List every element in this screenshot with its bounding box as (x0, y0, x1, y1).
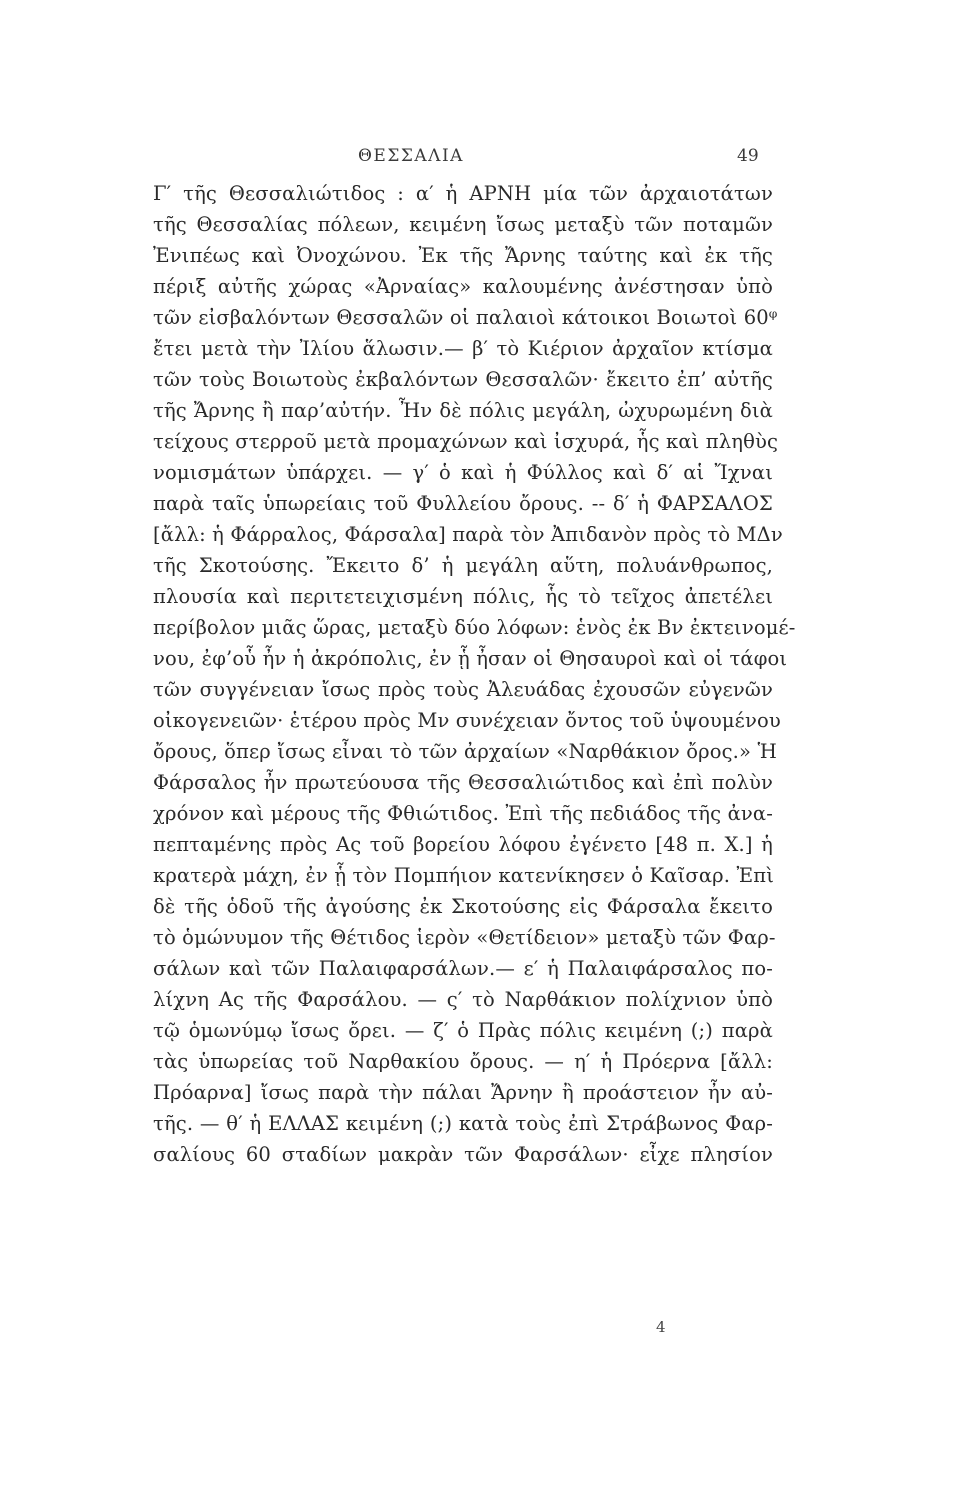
text-line: τῆς Ἄρνης ἢ παρ’αὐτήν. Ἦν δὲ πόλις μεγάλη, ὠχυρωμένη διὰ (153, 399, 773, 422)
text-line: Γ′ τῆς Θεσσαλιώτιδος : α′ ἡ ΑΡΝΗ μία τῶν ἀρχαιοτάτων (153, 182, 773, 205)
body-text (153, 178, 796, 1170)
text-line: τῶν συγγένειαν ἴσως πρὸς τοὺς Ἀλευάδας ἐχουσῶν εὐγενῶν (153, 678, 773, 701)
text-line: Πρόαρνα] ἴσως παρὰ τὴν πάλαι Ἄρνην ἢ προάστειον ἦν αὐ- (153, 1081, 773, 1104)
text-line: τῶν εἰσβαλόντων Θεσσαλῶν οἱ παλαιοὶ κάτοικοι Βοιωτοὶ 60ᵠ (153, 306, 778, 329)
text-line: τὸ ὁμώνυμον τῆς Θέτιδος ἱερὸν «Θετίδειον» μεταξὺ τῶν Φαρ- (153, 926, 776, 949)
text-line: ὄρους, ὅπερ ἴσως εἶναι τὸ τῶν ἀρχαίων «Ναρθάκιον ὄρος.» Ἡ (153, 740, 777, 763)
text-line: τὰς ὑπωρείας τοῦ Ναρθακίου ὄρους. — η′ ἡ Πρόερνα [ἄλλ: (153, 1050, 773, 1073)
text-line: οἰκογενειῶν· ἑτέρου πρὸς Μν συνέχειαν ὄντος τοῦ ὑψουμένου (153, 709, 781, 732)
page-number: 49 (737, 146, 759, 166)
text-line: λίχνη Ας τῆς Φαρσάλου. — ς′ τὸ Ναρθάκιον πολίχνιον ὑπὸ (153, 988, 773, 1011)
text-line: [ἄλλ: ἡ Φάρραλος, Φάρσαλα] παρὰ τὸν Ἀπιδανὸν πρὸς τὸ ΜΔν (153, 523, 783, 546)
text-line: δὲ τῆς ὁδοῦ τῆς ἀγούσης ἐκ Σκοτούσης εἰς Φάρσαλα ἔκειτο (153, 895, 773, 918)
text-line: παρὰ ταῖς ὑπωρείαις τοῦ Φυλλείου ὄρους. -- δ′ ἡ ΦΑΡΣΑΛΟΣ (153, 492, 773, 515)
text-line: χρόνον καὶ μέρους τῆς Φθιώτιδος. Ἐπὶ τῆς πεδιάδος τῆς ἀνα- (153, 802, 773, 825)
text-line: πεπταμένης πρὸς Ας τοῦ βορείου λόφου ἐγένετο [48 π. Χ.] ἡ (153, 833, 773, 856)
text-line: τῷ ὁμωνύμῳ ἴσως ὄρει. — ζ′ ὁ Πρὰς πόλις κειμένη (;) παρὰ (153, 1019, 773, 1042)
text-line: κρατερὰ μάχη, ἐν ᾗ τὸν Πομπήιον κατενίκησεν ὁ Καῖσαρ. Ἐπὶ (153, 864, 775, 887)
text-line: ἔτει μετὰ τὴν Ἰλίου ἅλωσιν.— β′ τὸ Κιέριον ἀρχαῖον κτίσμα (153, 337, 773, 360)
running-title: ΘΕΣΣΑΛΙΑ (358, 146, 464, 166)
text-line: περίβολον μιᾶς ὥρας, μεταξὺ δύο λόφων: ἑνὸς ἐκ Βν ἐκτεινομέ- (153, 616, 796, 639)
text-line: πέριξ αὐτῆς χώρας «Ἀρναίας» καλουμένης ἀνέστησαν ὑπὸ (153, 275, 773, 298)
text-line: Φάρσαλος ἦν πρωτεύουσα τῆς Θεσσαλιώτιδος καὶ ἐπὶ πολὺν (153, 771, 773, 794)
text-line: πλουσία καὶ περιτετειχισμένη πόλις, ἧς τὸ τεῖχος ἀπετέλει (153, 585, 773, 608)
text-line: τῆς Θεσσαλίας πόλεων, κειμένη ἴσως μεταξὺ τῶν ποταμῶν (153, 213, 773, 236)
text-line: τῶν τοὺς Βοιωτοὺς ἐκβαλόντων Θεσσαλῶν· ἔκειτο ἐπ’ αὐτῆς (153, 368, 773, 391)
text-line: Ἐνιπέως καὶ Ὀνοχώνου. Ἐκ τῆς Ἄρνης ταύτης καὶ ἐκ τῆς (153, 244, 773, 267)
signature-mark: 4 (656, 1318, 666, 1336)
text-line: νομισμάτων ὑπάρχει. — γ′ ὁ καὶ ἡ Φύλλος καὶ δ′ αἱ Ἴχναι (153, 461, 773, 484)
text-line: σαλίους 60 σταδίων μακρὰν τῶν Φαρσάλων· εἶχε πλησίον (153, 1143, 773, 1166)
text-line: σάλων καὶ τῶν Παλαιφαρσάλων.— ε′ ἡ Παλαιφάρσαλος πο- (153, 957, 773, 980)
text-line: τῆς Σκοτούσης. Ἔκειτο δ’ ἡ μεγάλη αὕτη, πολυάνθρωπος, (153, 554, 773, 577)
running-head (0, 146, 953, 170)
text-line: τῆς. — θ′ ἡ ΕΛΛΑΣ κειμένη (;) κατὰ τοὺς ἐπὶ Στράβωνος Φαρ- (153, 1112, 773, 1135)
text-line: τείχους στερροῦ μετὰ προμαχώνων καὶ ἰσχυρά, ἧς καὶ πληθὺς (153, 430, 779, 453)
text-line: νου, ἐφ’οὗ ἦν ἡ ἀκρόπολις, ἐν ᾗ ἦσαν οἱ Θησαυροὶ καὶ οἱ τάφοι (153, 647, 788, 670)
